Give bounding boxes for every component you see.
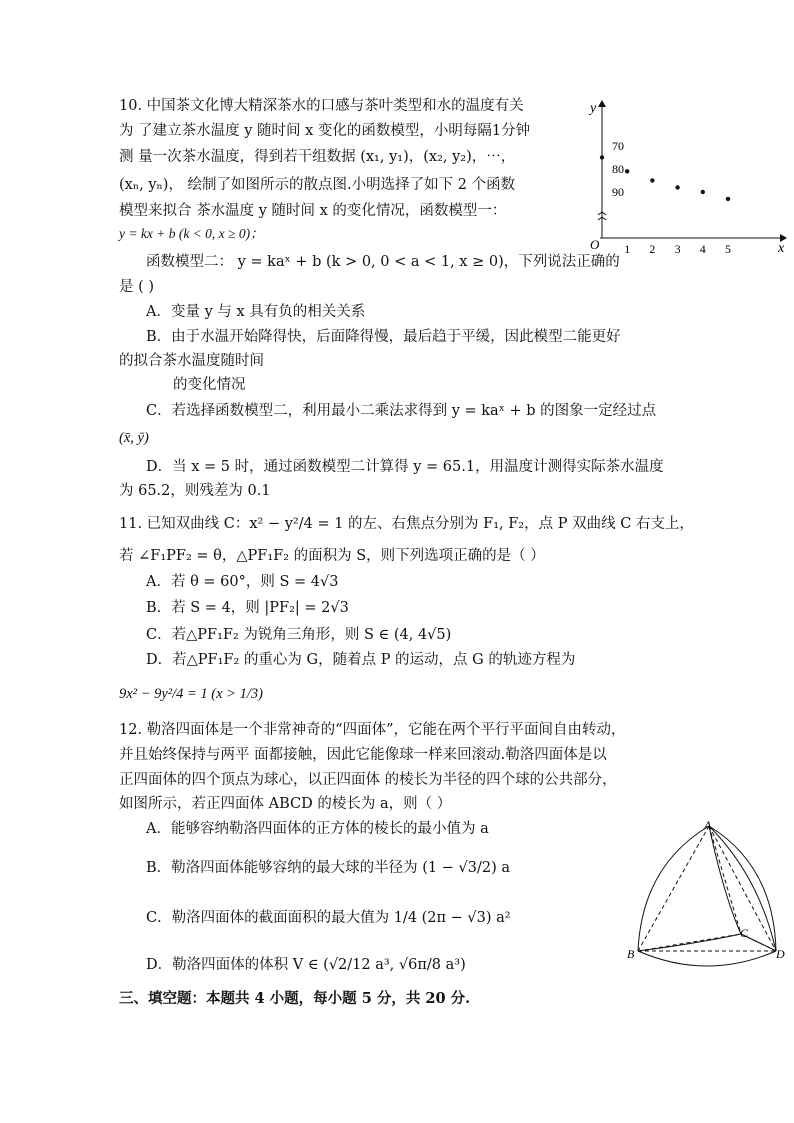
q11-option-b: B．若 S = 4，则 |PF₂| = 2√3 [146,600,349,616]
q11-option-a: A．若 θ = 60°，则 S = 4√3 [146,574,339,590]
q10-stem-end: 是 ( ) [119,279,155,295]
q10-line-5: 模型来拟合 茶水温度 y 随时间 x 的变化情况，函数模型一： [119,203,507,219]
q11-option-d: D．若△PF₁F₂ 的重心为 G，随着点 P 的运动，点 G 的轨迹方程为 [146,652,576,668]
q12-option-c: C．勒洛四面体的截面面积的最大值为 1/4 (2π − √3) a² [146,910,511,926]
x-axis-label: x [778,241,785,256]
q11-line-1: 11. 已知双曲线 C：x² − y²/4 = 1 的左、右焦点分别为 F₁, F₂，点 P 双曲线 C 右支上， [119,516,694,532]
y-axis-label: y [590,101,597,116]
q10-option-b-cont-2: 的变化情况 [173,377,246,393]
x-tick-label: 5 [725,242,731,256]
x-tick-label: 4 [699,242,706,256]
q10-option-a: A．变量 y 与 x 具有负的相关关系 [146,304,366,320]
x-tick-label: 1 [624,242,631,256]
q12-line-1: 12. 勒洛四面体是一个非常神奇的“四面体”，它能在两个平行平面间自由转动， [119,722,626,738]
edge-ac [709,826,741,934]
vertex-label-a: A [704,818,712,832]
x-tick-label: 3 [674,242,681,256]
q10-option-d: D．当 x = 5 时，通过函数模型二计算得 y = 65.1，用温度计测得实际茶水温度 [146,459,664,475]
edge-bc [638,934,741,951]
q10-option-c-point: (x̄, ȳ) [119,430,149,446]
x-tick-label: 2 [649,242,656,256]
y-axis-arrow [598,100,606,107]
q10-line-2: 为 了建立茶水温度 y 随时间 x 变化的函数模型，小明每隔1分钟 [119,123,531,139]
vertex-label-c: C [740,926,749,940]
outer-arc-bottom [638,951,776,966]
q10-option-b-cont-1: 的拟合茶水温度随时间 [119,353,264,369]
q12-line-4: 如图所示，若正四面体 ABCD 的棱长为 a，则（ ） [119,796,452,812]
q10-line-1: 10. 中国茶文化博大精深茶水的口感与茶叶类型和水的温度有关 [119,98,524,114]
scatter-chart [588,98,788,258]
q10-line-3: 测 量一次茶水温度，得到若干组数据 (x₁, y₁)，(x₂, y₂)，⋯， [119,149,516,165]
vertex-label-d: D [776,947,785,961]
y-tick-label: 70 [612,139,624,153]
q12-line-3: 正四面体的四个顶点为球心，以正四面体 的棱长为半径的四个球的公共部分， [119,772,617,788]
q12-option-d: D．勒洛四面体的体积 V ∈ (√2/12 a³, √6π/8 a³) [146,957,466,973]
scatter-point [726,197,730,201]
q10-option-c: C．若选择函数模型二，利用最小二乘法求得到 y = kaˣ + b 的图象一定经过点 [146,403,657,419]
q12-line-2: 并且始终保持与两平 面都接触，因此它能像球一样来回滚动.勒洛四面体是以 [119,747,607,763]
y-tick-label: 80 [612,162,624,176]
q12-option-a: A．能够容纳勒洛四面体的正方体的棱长的最小值为 a [146,821,489,837]
q10-model-one: y = kx + b (k < 0, x ≥ 0)； [119,226,264,241]
q11-option-c: C．若△PF₁F₂ 为锐角三角形，则 S ∈ (4, 4√5) [146,627,452,643]
scatter-point [625,169,629,173]
edge-ab [638,826,709,951]
y-ticks [612,139,624,199]
scatter-point [650,178,654,182]
section-3-heading: 三、填空题：本题共 4 小题，每小题 5 分，共 20 分. [119,990,471,1007]
q12-option-b: B．勒洛四面体能够容纳的最大球的半径为 (1 − √3/2) a [146,860,510,876]
reuleaux-tetrahedron-figure [624,816,794,976]
q11-line-2: 若 ∠F₁PF₂ = θ，△PF₁F₂ 的面积为 S，则下列选项正确的是（ ） [119,548,545,564]
scatter-point [675,185,679,189]
q10-line-4: (xₙ, yₙ)， 绘制了如图所示的散点图.小明选择了如下 2 个函数 [119,177,516,193]
q11-option-d-equation: 9x² − 9y²/4 = 1 (x > 1/3) [119,686,263,702]
scatter-point [600,155,604,159]
q10-option-d-cont: 为 65.2，则残差为 0.1 [119,483,271,499]
vertex-label-b: B [627,947,635,961]
q10-option-b: B．由于水温开始降得快，后面降得慢，最后趋于平缓，因此模型二能更好 [146,329,621,345]
x-ticks [624,242,731,256]
y-tick-label: 90 [612,185,624,199]
origin-label: O [590,237,600,252]
q10-model-two: 函数模型二： y = kaˣ + b (k > 0, 0 < a < 1, x ≥ 0)，下列说法正确的 [146,254,620,270]
scatter-point [701,190,705,194]
